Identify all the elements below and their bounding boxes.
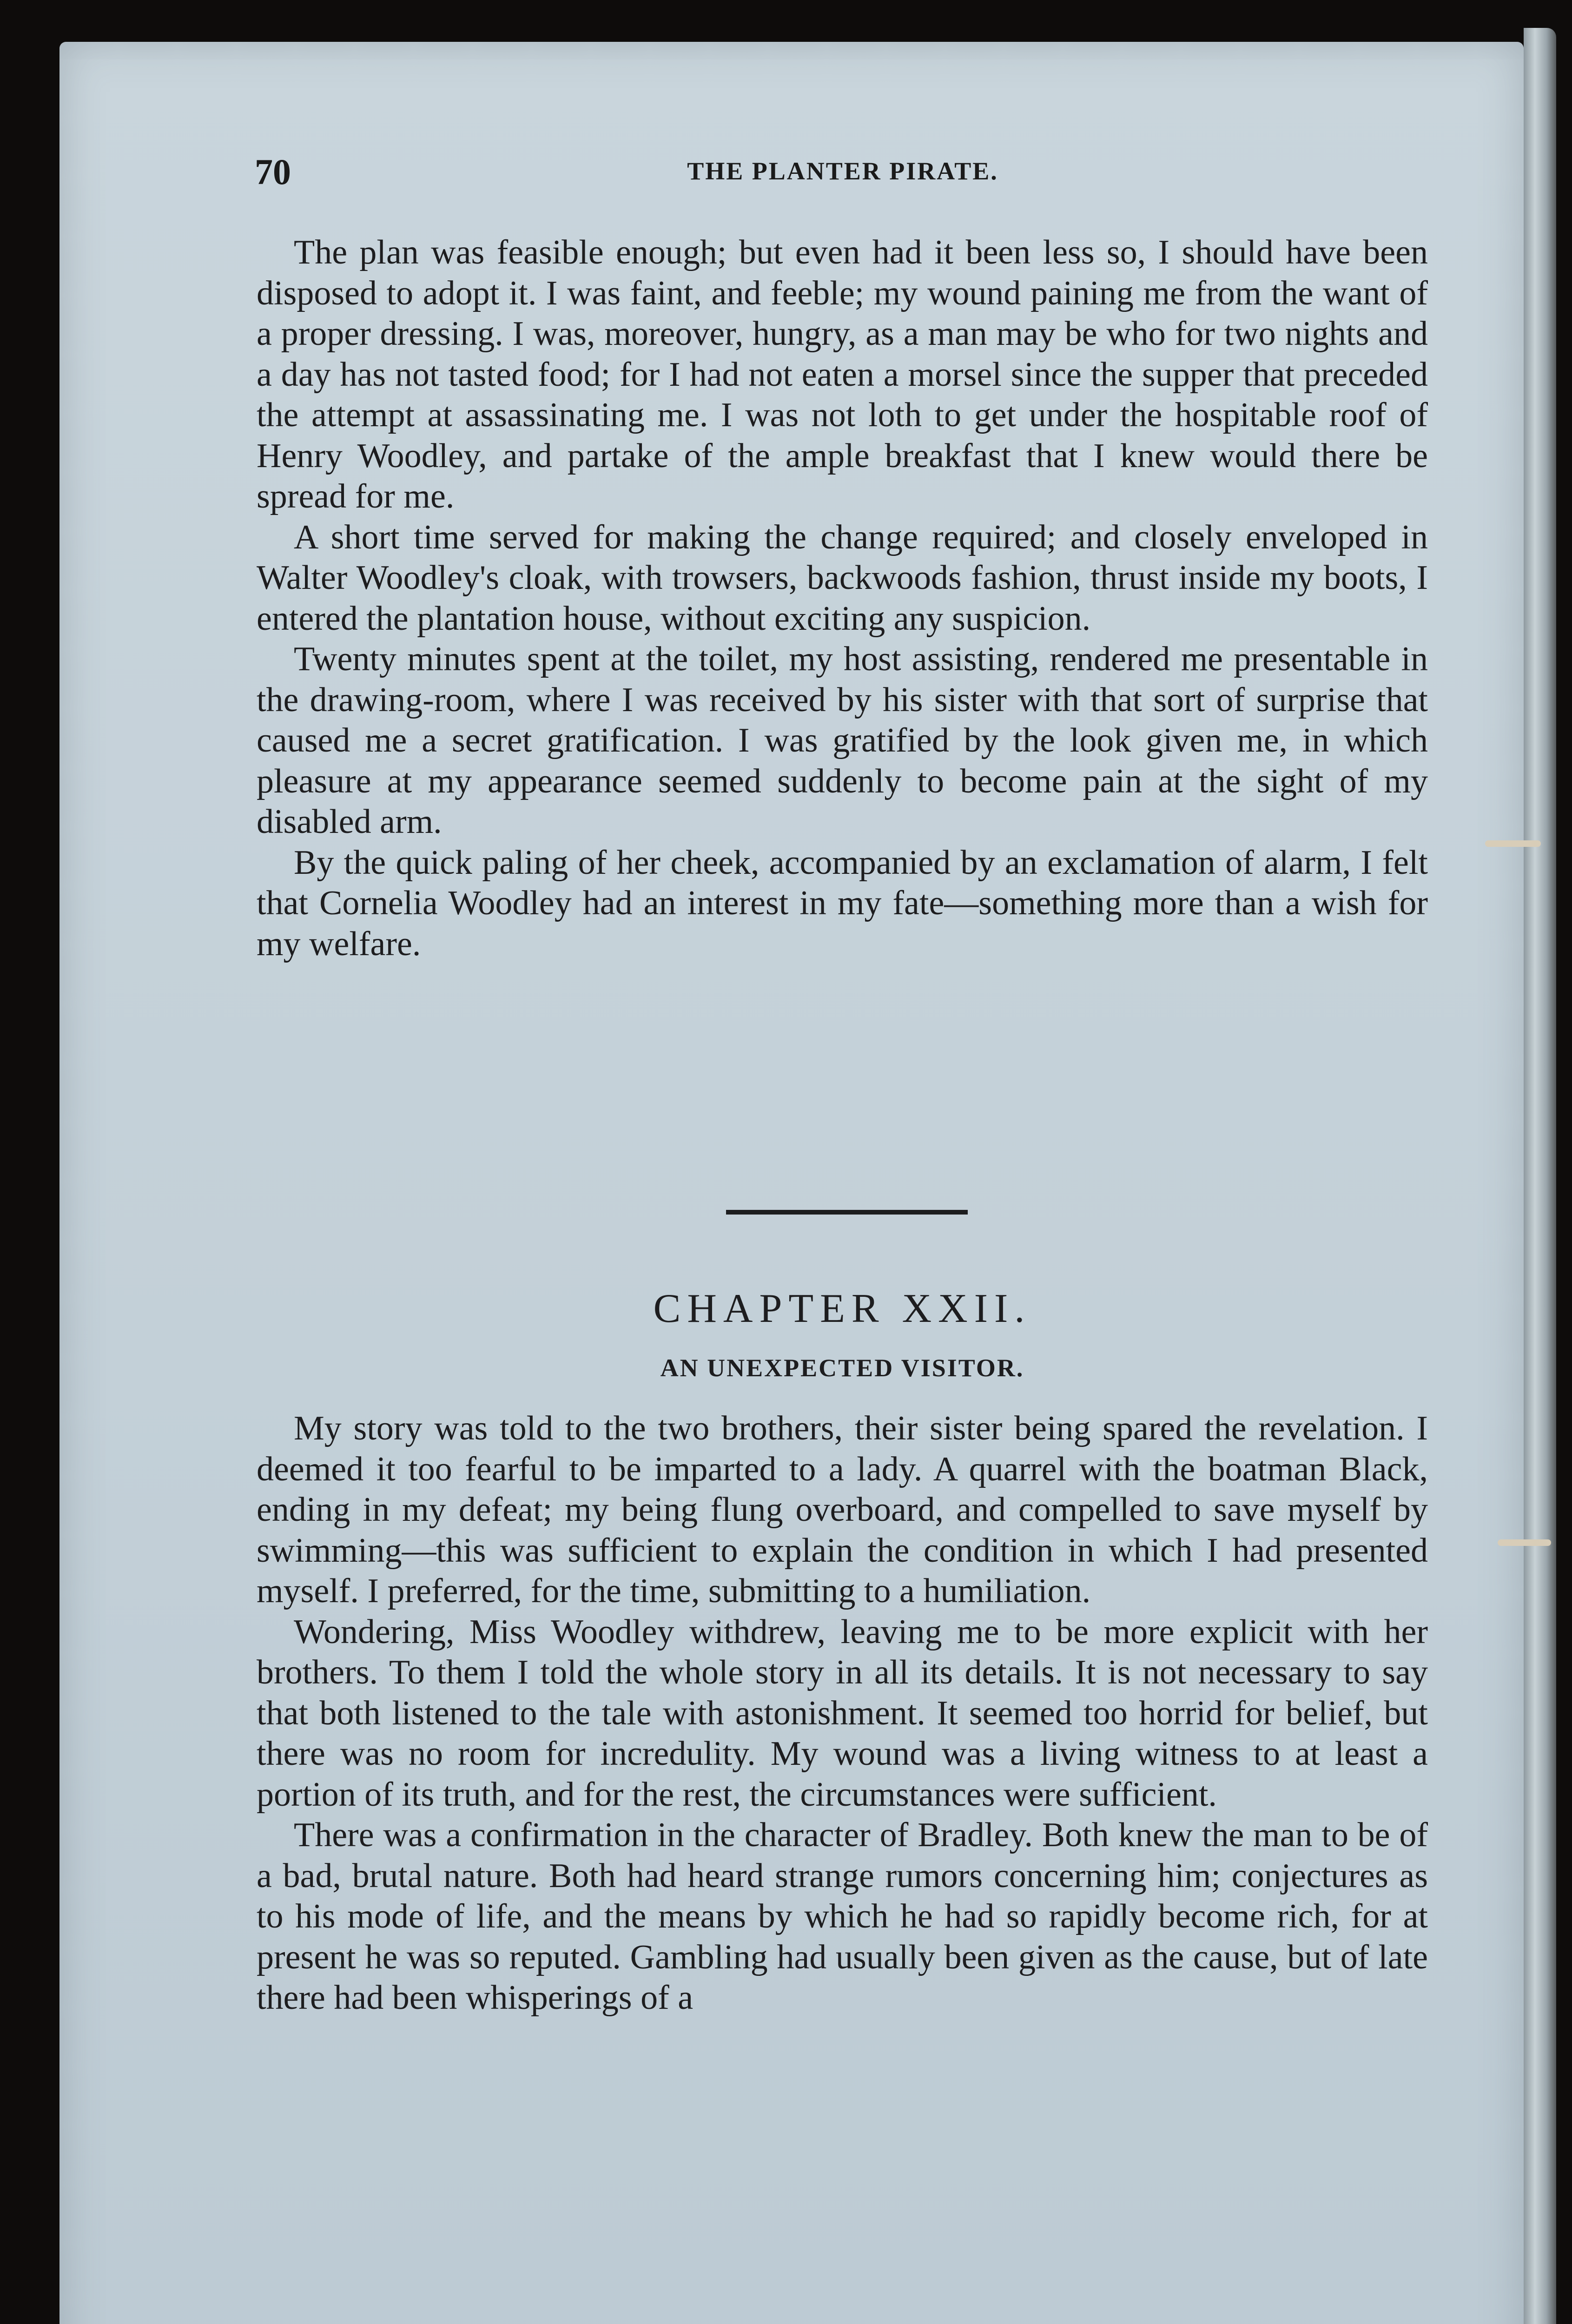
- binding-thread-upper: [1485, 840, 1541, 847]
- binding-thread-lower: [1498, 1539, 1551, 1546]
- page-number: 70: [255, 152, 291, 192]
- paragraph: The plan was feasible enough; but even had it been less so, I should have been disposed to adopt it. I was faint, and feeble; my wound paining me from the want of a proper dressing. I was, moreover, hungry, as a man may be who for two nights and a day has not tasted food; for I had not eaten a morsel since the supper that preceded the attempt at assassinating me. I was not loth to get under the hospitable roof of Henry Woodley, and partake of the ample breakfast that I knew would there be spread for me.: [257, 233, 1428, 515]
- paragraph: Twenty minutes spent at the toilet, my host assisting, rendered me presentable in the drawing-room, where I was received by his sister with that sort of surprise that caused me a secret gratification. I was gratified by the look given me, in which pleasure at my appearance seemed suddenly to become pain at the sight of my disabled arm.: [257, 640, 1428, 841]
- paragraph: There was a confirmation in the character of Bradley. Both knew the man to be of a bad, brutal nature. Both had heard strange rumors concerning him; conjectures as to his mode of life, and the means by which he had so rapidly become rich, for at present he was so reputed. Gambling had usually been given as the cause, but of late there had been whisperings of a: [257, 1816, 1428, 2017]
- running-header: [255, 151, 1431, 193]
- chapter-subtitle: AN UNEXPECTED VISITOR.: [660, 1354, 1024, 1382]
- book-spine: [1524, 28, 1556, 2324]
- text-block-before-chapter: [257, 232, 1428, 964]
- paragraph: A short time served for making the change required; and closely enveloped in Walter Woodley's cloak, with trowsers, backwoods fashion, thrust inside my boots, I entered the plantation house, without exciting any suspicion.: [257, 518, 1428, 638]
- paragraph: By the quick paling of her cheek, accompanied by an exclamation of alarm, I felt that Cornelia Woodley had an interest in my fate—something more than a wish for my welfare.: [257, 843, 1428, 963]
- section-divider: [726, 1210, 968, 1215]
- paragraph: Wondering, Miss Woodley withdrew, leaving me to be more explicit with her brothers. To them I told the whole story in all its details. It is not necessary to say that both listened to the tale with astonishment. It seemed too horrid for belief, but there was no room for incredulity. My wound was a living witness to at least a portion of its truth, and for the rest, the circumstances were sufficient.: [257, 1612, 1428, 1814]
- running-title: THE PLANTER PIRATE.: [687, 157, 998, 185]
- paragraph: My story was told to the two brothers, their sister being spared the revelation. I deemed it too fearful to be imparted to a lady. A quarrel with the boatman Black, ending in my defeat; my being flung overboard, and compelled to save myself by swimming—this was sufficient to explain the condition in which I had presented myself. I preferred, for the time, submitting to a humiliation.: [257, 1409, 1428, 1610]
- text-block-chapter-body: [257, 1408, 1428, 2019]
- chapter-title: CHAPTER XXII.: [653, 1286, 1031, 1331]
